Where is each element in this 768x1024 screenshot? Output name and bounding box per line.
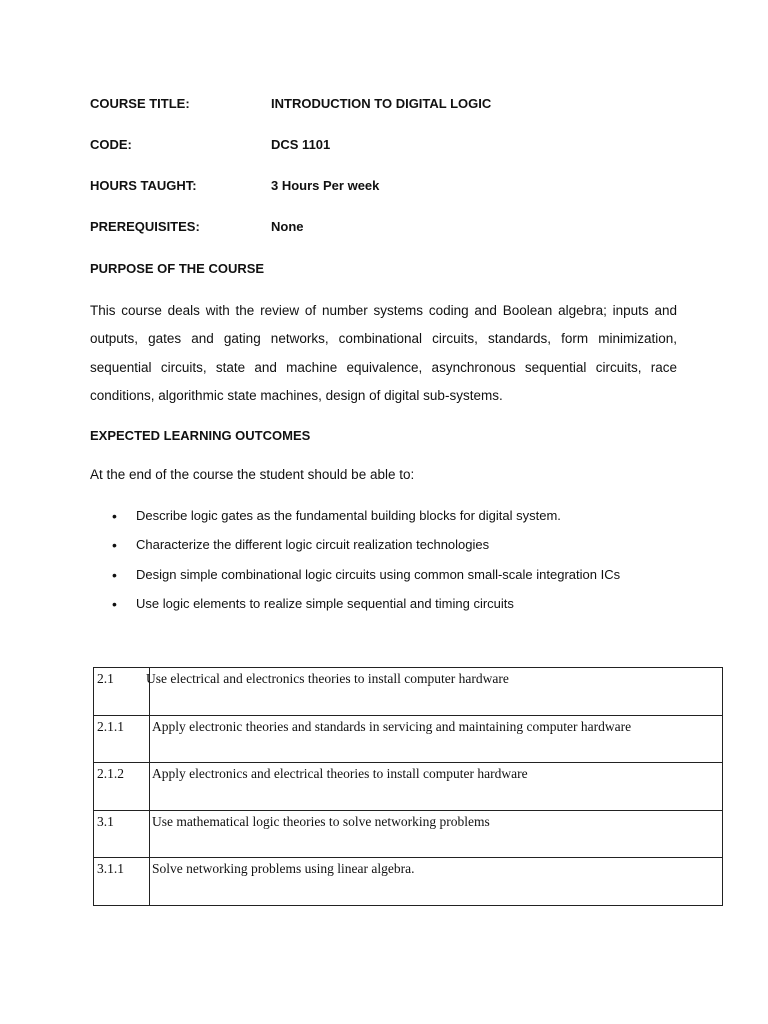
purpose-heading: PURPOSE OF THE COURSE: [90, 261, 265, 276]
list-item: [90, 537, 620, 566]
unit-code-cell: 2.1.1: [94, 715, 150, 763]
table-row: [94, 668, 723, 716]
table-row: [94, 715, 723, 763]
bullet-icon: •: [112, 508, 117, 524]
outcomes-heading: EXPECTED LEARNING OUTCOMES: [90, 428, 311, 443]
outcomes-intro: At the end of the course the student should be able to:: [90, 467, 415, 482]
outcome-text: Design simple combinational logic circuits using common small-scale integration ICs: [136, 566, 621, 582]
unit-description-cell: Solve networking problems using linear algebra.: [150, 858, 723, 906]
unit-code-cell: 2.1: [94, 668, 150, 716]
outcome-text: Characterize the different logic circuit realization technologies: [136, 537, 490, 553]
hours-taught-value: 3 Hours Per week: [271, 178, 380, 193]
bullet-icon: •: [112, 595, 117, 612]
course-code-value: DCS 1101: [271, 137, 331, 152]
unit-code-cell: 2.1.2: [94, 763, 150, 811]
prerequisites-label: PREREQUISITES:: [90, 219, 200, 234]
bullet-icon: •: [112, 537, 117, 554]
unit-code-cell: 3.1: [94, 810, 150, 858]
units-table: [93, 667, 723, 906]
unit-description-cell: Use mathematical logic theories to solve networking problems: [150, 810, 723, 858]
outcomes-list: [90, 508, 620, 625]
unit-description-cell: Apply electronics and electrical theories to install computer hardware: [150, 763, 723, 811]
hours-taught-label: HOURS TAUGHT:: [90, 178, 197, 193]
table-row: [94, 763, 723, 811]
unit-description-cell: Apply electronic theories and standards in servicing and maintaining computer hardware: [150, 715, 723, 763]
outcome-text: Describe logic gates as the fundamental building blocks for digital system.: [136, 508, 561, 523]
purpose-paragraph: This course deals with the review of number systems coding and Boolean algebra; inputs and outputs, gates and gating networks, combinational circuits, standards, form minimization, sequential circuits, state and machine equivalence, asynchronous sequential circuits, race conditions, algorithmic state machines, design of digital sub-systems.: [90, 303, 677, 403]
unit-description-cell: Use electrical and electronics theories to install computer hardware: [150, 668, 723, 716]
list-item: [90, 567, 620, 596]
list-item: [90, 508, 620, 537]
prerequisites-value: None: [271, 219, 304, 234]
course-title-value: INTRODUCTION TO DIGITAL LOGIC: [271, 96, 492, 111]
list-item: [90, 596, 620, 625]
unit-code-cell: 3.1.1: [94, 858, 150, 906]
course-code-label: CODE:: [90, 137, 132, 152]
bullet-icon: •: [112, 566, 117, 583]
course-title-label: COURSE TITLE:: [90, 96, 190, 111]
outcome-text: Use logic elements to realize simple sequential and timing circuits: [136, 595, 514, 611]
table-row: [94, 810, 723, 858]
table-row: [94, 858, 723, 906]
